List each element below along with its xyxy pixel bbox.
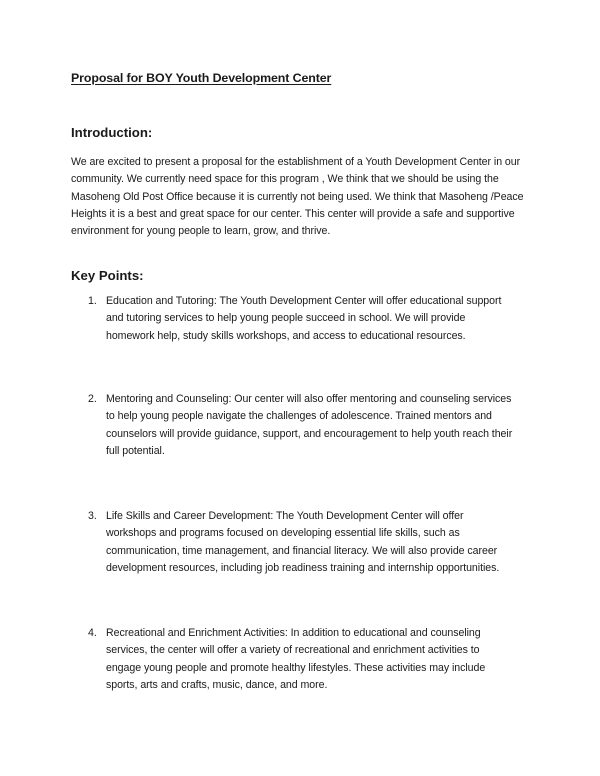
- introduction-heading: Introduction:: [71, 125, 153, 140]
- document-title: Proposal for BOY Youth Development Center: [71, 71, 332, 85]
- key-point-item: [71, 508, 533, 577]
- key-point-number: 2.: [88, 393, 97, 405]
- key-point-number: 4.: [88, 627, 97, 639]
- key-point-text: Mentoring and Counseling: Our center will also offer mentoring and counseling services to help young people navigate the challenges of adolescence. Trained mentors and counselors will provide guidance, support, and encouragement to help youth reach their full potential.: [106, 393, 513, 457]
- key-point-item: [71, 391, 533, 460]
- introduction-paragraph: We are excited to present a proposal for the establishment of a Youth Development Center in our community. We currently need space for this program , We think that we should be using the Masoheng Old Post Office because it is currently not being used. We think that Masoheng /Peace Heights it is a best and great space for our center. This center will provide a safe and supportive environment for young people to learn, grow, and thrive.: [71, 156, 524, 238]
- key-point-text: Life Skills and Career Development: The Youth Development Center will offer workshops and programs focused on developing essential life skills, such as communication, time management, and financial literacy. We will also provide career development resources, including job readiness training and internship opportunities.: [106, 510, 500, 574]
- key-point-item: [71, 625, 533, 694]
- key-point-number: 1.: [88, 295, 97, 307]
- key-point-item: [71, 293, 533, 345]
- key-point-number: 3.: [88, 510, 97, 522]
- key-point-text: Education and Tutoring: The Youth Development Center will offer educational support and tutoring services to help young people succeed in school. We will provide homework help, study skills workshops, and access to educational resources.: [106, 295, 502, 342]
- key-points-heading: Key Points:: [71, 268, 144, 283]
- key-point-text: Recreational and Enrichment Activities: In addition to educational and counseling services, the center will offer a variety of recreational and enrichment activities to engage young people and promote healthy lifestyles. These activities may include sports, arts and crafts, music, dance, and more.: [106, 627, 486, 691]
